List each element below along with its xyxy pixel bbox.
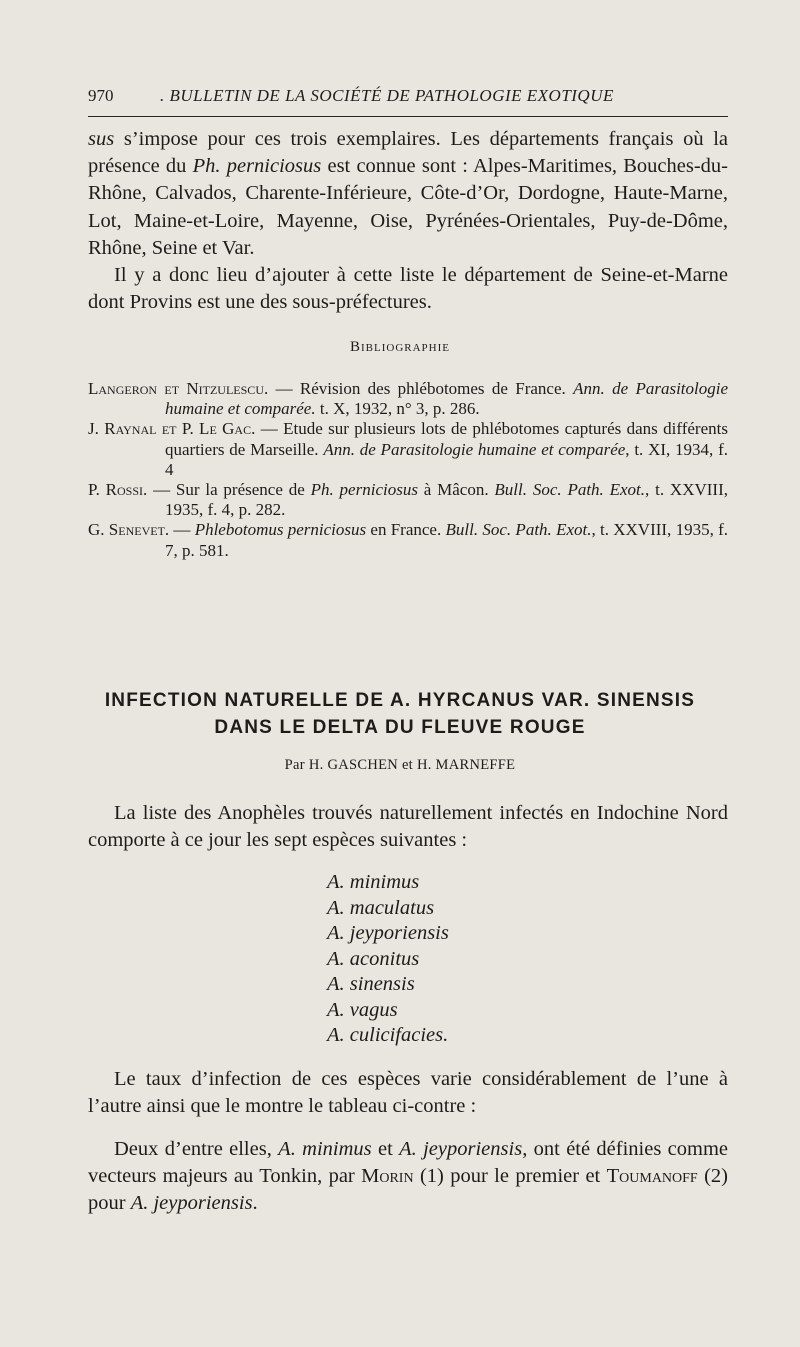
p3-text: et — [371, 1138, 400, 1160]
bib-text: — Sur la présence de — [147, 480, 311, 500]
species-item: A. maculatus — [327, 896, 435, 919]
bib-journal: Ann. de Parasitologie humaine et comparée — [323, 439, 626, 459]
bib-authors: J. Raynal et P. Le Gac. — [88, 419, 256, 439]
vectors-paragraph — [88, 1136, 728, 1218]
bib-journal: Ann. de Parasitologie humaine et comparée. — [165, 379, 729, 419]
article-byline: Par H. GASCHEN et H. MARNEFFE — [284, 757, 516, 773]
intro-paragraph — [88, 126, 728, 262]
p3-text: . — [252, 1192, 258, 1215]
bib-entry — [88, 379, 728, 419]
bibliography-list — [88, 379, 728, 561]
running-header — [88, 86, 728, 106]
bib-text: à Mâcon. — [417, 480, 495, 500]
species-list — [327, 870, 449, 1049]
bib-details: , t. XXVIII, 1935, f. 7, p. 581. — [165, 520, 729, 560]
p3-text: , ont été définies comme vecteurs majeurs au Tonkin, par — [88, 1138, 728, 1188]
bib-details: , t. XXVIII, 1935, f. 4, p. 282. — [165, 480, 728, 520]
bib-authors: P. Rossi. — [88, 480, 148, 500]
bibliography-title: Bibliographie — [350, 339, 450, 355]
bib-journal: Bull. Soc. Path. Exot. — [494, 480, 646, 500]
bib-journal: Bull. Soc. Path. Exot. — [445, 520, 592, 540]
intro-italic-sus: sus — [88, 128, 115, 150]
intro-species: Ph. perniciosus — [192, 155, 322, 178]
species-item: A. aconitus — [327, 947, 420, 970]
article-paragraph-1 — [88, 800, 728, 854]
header-rule — [88, 116, 728, 117]
bib-species: Ph. perniciosus — [310, 480, 418, 500]
seine-et-marne-paragraph: Il y a donc lieu d’ajouter à cette liste le département de Seine-et-Marne dont Provins est une des sous-préfectures. — [88, 264, 728, 314]
p3-text: (1) pour le premier et — [413, 1165, 607, 1188]
article-paragraph-2 — [88, 1066, 728, 1120]
bib-entry — [88, 419, 728, 480]
intro-section — [88, 126, 728, 316]
intro-text-a: s’impose pour ces trois exemplaires. Les départements français où la présence du — [88, 128, 728, 178]
bib-species: Phlebotomus perniciosus — [194, 520, 367, 540]
intro-text-b: est connue sont : Alpes-Maritimes, Bouches-du-Rhône, Calvados, Charente-Inférieure, Côte-d’Or, Dordogne, Haute-Marne, Lot, Maine-et-Loire, Mayenne, Oise, Pyrénées-Orientales, Puy-de-Dôme, Rhône, Seine et Var. — [88, 155, 729, 259]
bib-authors: Langeron et Nitzulescu. — [88, 379, 269, 398]
p3-author: Toumanoff — [606, 1165, 698, 1188]
p3-species: A. minimus — [278, 1138, 372, 1160]
p3-author: Morin — [361, 1165, 414, 1188]
p3-text: Deux d’entre elles, — [114, 1138, 279, 1160]
species-item: A. jeyporiensis — [327, 922, 449, 944]
bib-entry — [88, 480, 728, 520]
p3-species: A. jeyporiensis — [130, 1192, 253, 1215]
bib-text: — — [169, 520, 195, 540]
running-title: . BULLETIN DE LA SOCIÉTÉ DE PATHOLOGIE EXOTIQUE — [160, 86, 614, 105]
article-paragraph-3 — [88, 1136, 728, 1218]
article-title-line1: INFECTION NATURELLE DE A. HYRCANUS VAR. SINENSIS — [104, 690, 696, 711]
p3-text: (2) pour — [88, 1165, 729, 1215]
bib-details: , t. XI, 1934, f. 4 — [165, 439, 728, 479]
bib-authors: G. Senevet. — [88, 520, 170, 540]
bib-entry — [88, 520, 728, 560]
species-list-intro: La liste des Anophèles trouvés naturellement infectés en Indochine Nord comporte à ce jour les sept espèces suivantes : — [88, 802, 728, 852]
infection-rate-paragraph: Le taux d’infection de ces espèces varie considérablement de l’une à l’autre ainsi que le montre le tableau ci-contre : — [88, 1068, 728, 1118]
species-item: A. minimus — [327, 871, 420, 893]
page-number: 970 — [88, 86, 114, 105]
p3-species: A. jeyporiensis — [399, 1138, 523, 1160]
species-item: A. vagus — [327, 998, 398, 1021]
bib-details: t. X, 1932, n° 3, p. 286. — [315, 399, 480, 419]
bib-text: — Révision des phlébotomes de France. — [268, 379, 574, 398]
species-item: A. sinensis — [327, 973, 415, 995]
article-title-line2: DANS LE DELTA DU FLEUVE ROUGE — [214, 717, 586, 738]
bib-text: — Etude sur plusieurs lots de phlébotomes capturés dans différents quartiers de Marseille. — [165, 419, 728, 459]
species-item: A. culicifacies. — [327, 1024, 449, 1046]
bib-text: en France. — [366, 520, 446, 540]
